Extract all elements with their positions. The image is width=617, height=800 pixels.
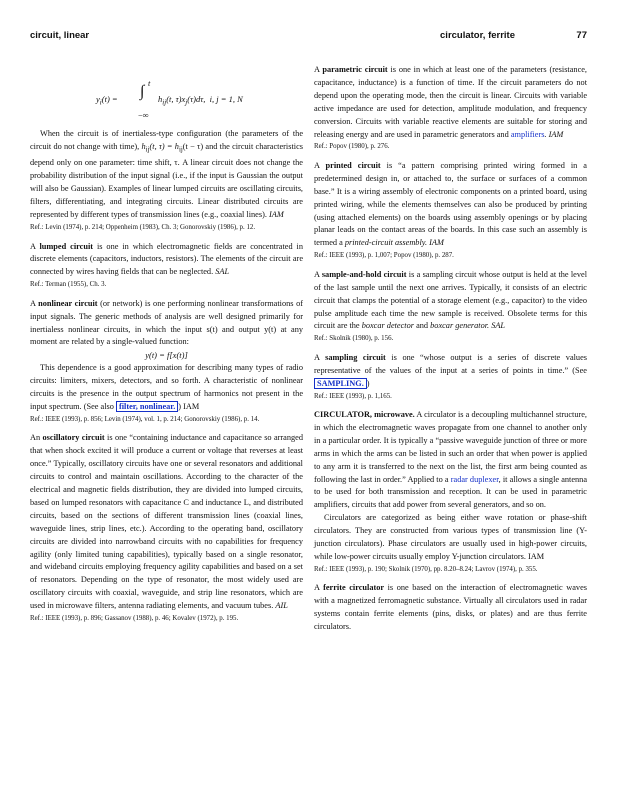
oscillatory-circuit-entry: An oscillatory circuit is one “containing inductance and capacitance so arranged that when shock excited it will produce a current or voltage that reverses at least once.” Typically, oscillatory circuits have one or several resonators and additional circuits to control and maintain oscillations. According to the character of the electrical and magnetic fields distribution, they are divided into lumped circuits, based on lumped resonators with capacitance C and inductance L, and distributed circuits, based on the sections of different transmission lines (coaxial lines, waveguide lines, strip lines, etc.). According to the operating band, oscillatory circuits are divided into narrowband circuits with no capabilities for frequency agility (only limited tuning capabilities), typically based on a single resonator, and wideband circuits employing frequency agility capabilities and based on a set of resonators. Depending on the type of resonator, the most widely used are oscillatory circuits with coaxial, waveguide, and strip line resonators, which are used in microwave filters, antenna radiating elements, and vacuum tubes. AIL [30,433,303,611]
reference: Ref.: Skolnik (1980), p. 156. [314,335,394,343]
reference: Ref.: IEEE (1993), p. 1,165. [314,392,392,400]
reference: Ref.: IEEE (1993), p. 1,007; Popov (1980), p. 287. [314,252,454,260]
circulator-entry: CIRCULATOR, microwave. A circulator is a decoupling multichannel structure, in which the electromagnetic waves propagate from one channel to another only in a particular order. It is typically a “passive waveguide junction of three or more arms in which the arms can be listed in such an order that when power is applied to any arm it is transferred to the next on the list, the first arm being counted as following the last in order.” Applied to a radar duplexer, it allows a single antenna to be used for both transmission and reception. It can be used in parametric amplifiers, circuits that add power from several generators, and so on. [314,410,588,510]
nonlinear-circuit-entry: A nonlinear circuit (or network) is one performing nonlinear transformations of input signals. The generic methods of analysis are well designed primarily for inertialess nonlinear circuits, in which the input s(t) and output y(t) at any moment are related by a single-valued function: [30,298,303,347]
filter-nonlinear-link[interactable]: filter, nonlinear. [116,401,178,412]
reference: Ref.: Terman (1955), Ch. 3. [30,281,107,289]
linear-circuit-text: When the circuit is of inertialess-type configuration (the parameters of the circuit do not change with time), $h_{ij}(t$, $\tau) = h_{ij}(t - \tau)$ and the circuit characteristics depend only on one parameter: time shift, τ. A linear circuit does not change the probability distribution of the input signal (i.e., if the input is Gaussian the output will also be Gaussian). Examples of linear lumped circuits are oscillating circuits, filters, differentiating, and integrating circuits. Linear distributed circuits are represented by different types of transmission lines (e.g., coaxial lines). IAM [30,129,303,220]
right-column [314,64,587,634]
reference: Ref.: IEEE (1993), p. 190; Skolnik (1970), pp. 8.20–8.24; Lavrov (1974), p. 355. [314,565,538,573]
amplifiers-link[interactable]: amplifiers [510,129,545,139]
left-column [30,64,303,632]
page-number: 77 [576,30,587,41]
reference: Ref.: Levin (1974), p. 214; Oppenheim (1983), Ch. 3; Gonorovskiy (1986), p. 12. [30,224,256,231]
nonlinear-circuit-text: This dependence is a good approximation for describing many types of radio circuits: limiters, mixers, detectors, and so forth. A characteristic of nonlinear circuits is the presence in the output spectrum of harmonics not present in the input spectrum. (See also filter, nonlinear. ) IAM [30,363,303,411]
radar-duplexer-link[interactable]: radar duplexer [450,474,499,484]
ferrite-circulator-entry: A ferrite circulator is one based on the interaction of electromagnetic waves with a magnetized ferromagnetic substance. Virtually all circulators used in radar systems contain ferrite elements (pins, disks, or plates) and are thus ferrite circulators. [314,583,587,632]
reference: Ref.: Popov (1980), p. 276. [314,143,390,151]
circulator-types-text: Circulators are categorized as being either wave rotation or phase-shift circulators. They are constructed from various types of transmission line (Y-junction circulators). Phase circulators are usually used in high-power circuits, while low-power circuits usually employ Y-junction circulators. IAM [314,513,587,561]
parametric-circuit-entry: A parametric circuit is one in which at least one of the parameters (resistance, capacitance, inductance) is a function of time. If the circuit parameters do not depend upon the operating mode, then the circuit is linear. Circuits with variable active impedance are used for detection, amplitude modulation, and frequency conversion. Circuits with variable reactive elements are suitable for storing and releasing energy and are used in parametric generators and amplifiers. IAM [314,65,588,139]
sampling-circuit-entry: A sampling circuit is one “whose output is a series of discrete values representative of the values of the input at a series of points in time.” (See SAMPLING. ) [314,352,587,388]
lumped-circuit-entry: A lumped circuit is one in which electromagnetic fields are concentrated in discrete elements (capacitors, inductors, resistors). The elements of the circuit are connected by wires having fields that can be neglected. SAL [30,241,303,277]
printed-circuit-entry: A printed circuit is “a pattern comprising printed wiring formed in a predetermined design in, or attached to, the surface or surfaces of a common base.” It is a wiring assembly of electronic components on a printed board, using printed wiring, while the elements themselves can also be produced by printing (using attached elements) on the boards using assembly openings or by placing planar leads on the contact areas of the boards. In this case such an assembly is termed a printed-circuit assembly. IAM [314,160,587,248]
sample-and-hold-entry: A sample-and-hold circuit is a sampling circuit whose output is held at the level of the last sample until the next one arrives. Typically, it consists of an electric circuit that clamps the potential of a storage element (e.g., capacitor) to the video pulse amplitude each time the new sample is received. Obsolete terms for this circuit are the boxcar detector and boxcar generator. SAL [314,269,587,331]
nonlinear-equation: y(t) = f[x(t)] [145,350,188,361]
running-head-right: circulator, ferrite [440,30,515,41]
running-head-left: circuit, linear [30,30,90,41]
reference: Ref.: IEEE (1993), p. 896; Gassanov (1988), p. 46; Kovalev (1972), p. 195. [30,615,239,623]
reference: Ref.: IEEE (1993), p. 856; Levin (1974), vol. 1, p. 214; Gonorovskiy (1986), p. 14. [30,415,260,423]
sampling-link[interactable]: SAMPLING. [314,378,367,389]
convolution-equation: $y_i(t)$ = t ∫ −∞ $h_{ij}(t$, $\tau)x_j(\tau)d\tau$, i, j = 1, N [96,78,243,120]
